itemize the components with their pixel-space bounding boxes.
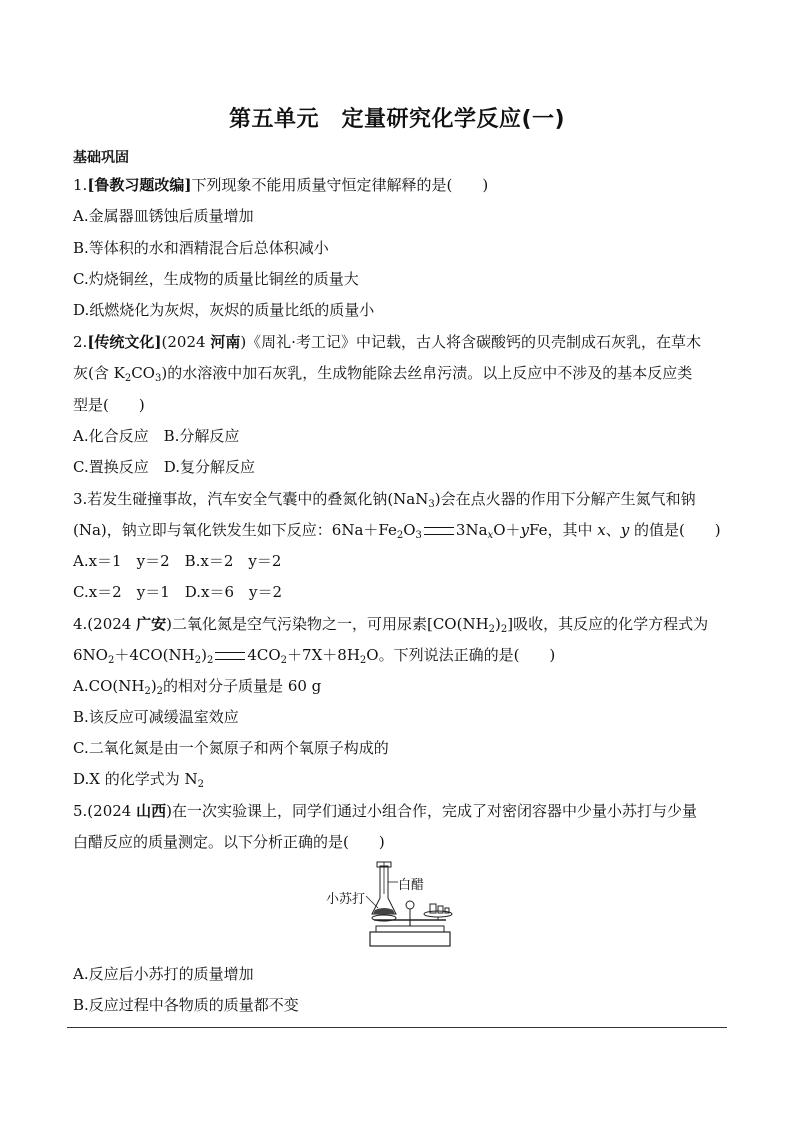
q1-tag: [鲁教习题改编] <box>87 176 192 194</box>
q4-option-b: B.该反应可减缓温室效应 <box>73 708 239 726</box>
figure-label-vinegar: 白醋 <box>398 878 425 893</box>
q2-tag: [传统文化] <box>87 333 162 351</box>
q1-option-b: B.等体积的水和酒精混合后总体积减小 <box>73 239 329 257</box>
balance-figure <box>326 858 456 952</box>
q1-stem: 1.[鲁教习题改编]下列现象不能用质量守恒定律解释的是( ) <box>73 176 489 194</box>
q3-line2: (Na)，钠立即与氧化铁发生如下反应：$6Na+Fe_2O_3$ $3Na_xO+yFe$，其中 x、y 的值是( ) <box>73 521 721 541</box>
q4-line1: 4.(2024 广安)二氧化氮是空气污染物之一，可用尿素$[CO(NH_2)_2]$吸收，其反应的化学方程式为 <box>73 615 709 635</box>
q4-line2: $6NO_2+4CO(NH_2)_2$ $4CO_2+7X+8H_2O$。下列说法正确的是( ) <box>73 646 556 666</box>
page-title: 第五单元 定量研究化学反应(一) <box>228 107 566 132</box>
q1-option-c: C.灼烧铜丝，生成物的质量比铜丝的质量大 <box>73 270 359 288</box>
q4-option-d: D.X 的化学式为 $N_2$ <box>73 770 204 790</box>
q3-options-ab: A.x＝1 y＝2 B.x＝2 y＝2 <box>73 552 282 570</box>
q1-option-d: D.纸燃烧化为灰烬，灰烬的质量比纸的质量小 <box>73 301 375 319</box>
footer-divider <box>67 1027 727 1028</box>
figure-label-baking-soda: 小苏打 <box>326 892 366 907</box>
q5-option-b: B.反应过程中各物质的质量都不变 <box>73 996 299 1014</box>
q5-option-a: A.反应后小苏打的质量增加 <box>73 965 254 983</box>
equals-sign-icon <box>215 652 245 660</box>
q1-option-a: A.金属器皿锈蚀后质量增加 <box>73 207 254 225</box>
q2-line1: 2.[传统文化](2024 河南)《周礼·考工记》中记载，古人将含碳酸钙的贝壳制成石灰乳，在草木 <box>73 333 701 351</box>
q4-option-c: C.二氧化氮是由一个氮原子和两个氧原子构成的 <box>73 739 389 757</box>
equals-sign-icon <box>424 527 454 535</box>
q3-options-cd: C.x＝2 y＝1 D.x＝6 y＝2 <box>73 583 283 601</box>
q4-option-a: $A.CO(NH_2)_2$的相对分子质量是 60 g <box>73 677 322 697</box>
q2-options-cd: C.置换反应 D.复分解反应 <box>73 458 255 476</box>
q2-line2: 灰(含 $K_2CO_3$)的水溶液中加石灰乳，生成物能除去丝帛污渍。以上反应中不涉及的基本反应类 <box>73 364 693 384</box>
q5-line2: 白醋反应的质量测定。以下分析正确的是( ) <box>73 833 385 851</box>
q3-line1: 3.若发生碰撞事故，汽车安全气囊中的叠氮化钠(NaN$_3$)会在点火器的作用下分解产生氮气和钠 <box>73 490 696 510</box>
q5-line1: 5.(2024 山西)在一次实验课上，同学们通过小组合作，完成了对密闭容器中少量小苏打与少量 <box>73 802 697 820</box>
section-heading: 基础巩固 <box>73 150 129 166</box>
q2-options-ab: A.化合反应 B.分解反应 <box>73 427 240 445</box>
q2-line3: 型是( ) <box>73 396 145 414</box>
